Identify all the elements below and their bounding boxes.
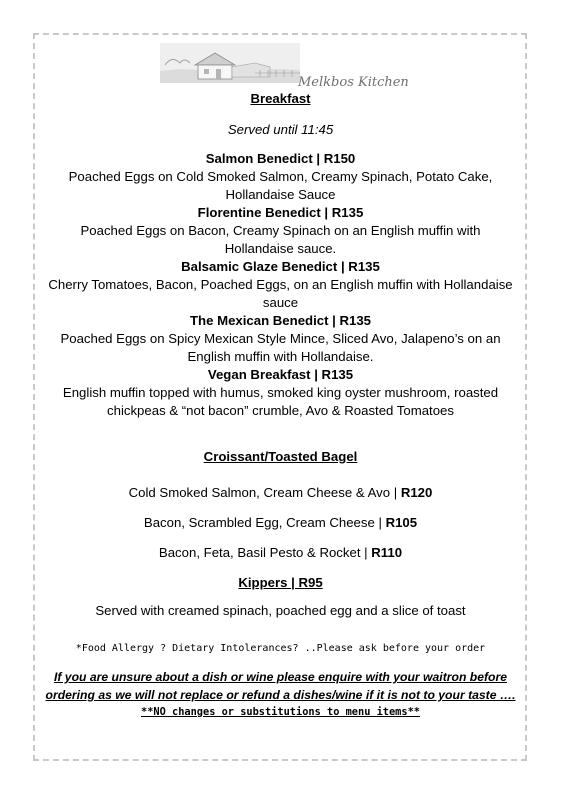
menu-item xyxy=(40,312,521,366)
menu-item-desc: Poached Eggs on Cold Smoked Salmon, Creamy Spinach, Potato Cake, xyxy=(68,169,493,184)
allergy-note: *Food Allergy ? Dietary Intolerances? ..Please ask before your order xyxy=(75,643,486,654)
no-changes-note: **NO changes or substitutions to menu items** xyxy=(141,706,420,718)
menu-item-name: Cold Smoked Salmon, Cream Cheese & Avo | xyxy=(128,485,401,500)
restaurant-logo xyxy=(160,43,410,91)
menu-item xyxy=(40,258,521,312)
menu-item xyxy=(40,514,521,532)
menu-item-price: R120 xyxy=(400,485,433,500)
menu-item-title: Balsamic Glaze Benedict | R135 xyxy=(181,259,380,274)
breakfast-list xyxy=(40,150,521,420)
menu-item-desc: chickpeas & “not bacon” crumble, Avo & Roasted Tomatoes xyxy=(107,403,454,418)
notice-line: If you are unsure about a dish or wine please enquire with your waitron before xyxy=(53,670,508,684)
menu-item xyxy=(40,204,521,258)
croissant-list xyxy=(40,484,521,562)
menu-item-title: The Mexican Benedict | R135 xyxy=(189,313,372,328)
breakfast-title: Breakfast xyxy=(250,91,311,106)
menu-item xyxy=(40,150,521,204)
kippers-desc: Served with creamed spinach, poached egg and a slice of toast xyxy=(95,603,466,618)
menu-item-name: Bacon, Scrambled Egg, Cream Cheese | xyxy=(143,515,386,530)
menu-item-price: R110 xyxy=(371,545,403,560)
menu-item xyxy=(40,484,521,502)
menu-item-price: R105 xyxy=(385,515,418,530)
menu-item-desc: Poached Eggs on Spicy Mexican Style Mince, Sliced Avo, Jalapeno’s on an xyxy=(60,331,501,346)
menu-item-name: Bacon, Feta, Basil Pesto & Rocket | xyxy=(158,545,372,560)
kippers-title: Kippers | R95 xyxy=(238,575,323,590)
menu-item-desc: Poached Eggs on Bacon, Creamy Spinach on an English muffin with xyxy=(80,223,481,238)
croissant-title: Croissant/Toasted Bagel xyxy=(203,449,358,464)
menu-item-title: Florentine Benedict | R135 xyxy=(197,205,364,220)
menu-item-desc: English muffin with Hollandaise. xyxy=(187,349,374,364)
menu-item xyxy=(40,366,521,420)
menu-item-desc: sauce xyxy=(262,295,299,310)
menu-item-desc: English muffin topped with humus, smoked king oyster mushroom, roasted xyxy=(62,385,499,400)
menu-item-title: Salmon Benedict | R150 xyxy=(205,151,356,166)
menu-item xyxy=(40,544,521,562)
notice-text xyxy=(40,668,521,704)
menu-item-title: Vegan Breakfast | R135 xyxy=(207,367,354,382)
menu-item-desc: Cherry Tomatoes, Bacon, Poached Eggs, on an English muffin with Hollandaise xyxy=(48,277,513,292)
logo-text: Melkbos Kitchen xyxy=(298,75,409,90)
notice-line: ordering as we will not replace or refund a dishes/wine if it is not to your taste …. xyxy=(45,688,516,702)
served-until: Served until 11:45 xyxy=(227,122,334,137)
menu-item-desc: Hollandaise sauce. xyxy=(224,241,337,256)
menu-item-desc: Hollandaise Sauce xyxy=(225,187,336,202)
menu-content xyxy=(40,90,521,720)
